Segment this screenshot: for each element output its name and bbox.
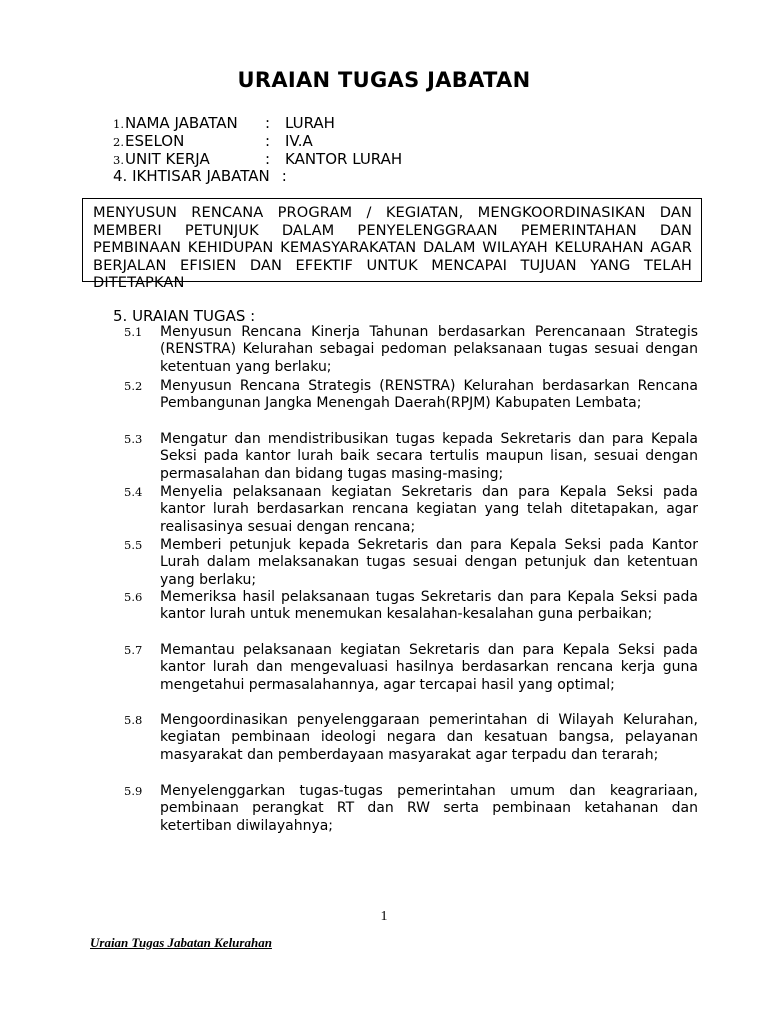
ikhtisar-label: 4. IKHTISAR JABATAN [113, 167, 270, 185]
info-number: 3. [113, 153, 124, 167]
task-text: Mengoordinasikan penyelenggaraan pemerintahan di Wilayah Kelurahan, kegiatan pembinaan ideologi negara dan kesatuan bangsa, pelayanan masyarakat dan pemberdayaan masyarakat agar terpadu dan terarah; [160, 712, 698, 763]
info-colon: : [265, 150, 271, 168]
info-value: KANTOR LURAH [285, 150, 403, 168]
footer-title: Uraian Tugas Jabatan Kelurahan [90, 935, 272, 950]
task-text: Menyusun Rencana Strategis (RENSTRA) Kelurahan berdasarkan Rencana Pembangunan Jangka Menengah Daerah(RPJM) Kabupaten Lembata; [160, 378, 698, 412]
info-value: IV.A [285, 132, 313, 150]
info-label: ESELON [125, 132, 185, 150]
task-number: 5.2 [124, 379, 143, 393]
task-number: 5.3 [124, 432, 143, 446]
task-text: Menyelenggarkan tugas-tugas pemerintahan umum dan keagrariaan, pembinaan perangkat RT dan RW serta pembinaan ketahanan dan ketertiban diwilayahnya; [160, 783, 698, 834]
task-number: 5.6 [124, 590, 143, 604]
info-label: NAMA JABATAN [125, 114, 238, 132]
info-value: LURAH [285, 114, 335, 132]
info-number: 2. [113, 135, 124, 149]
task-text: Memberi petunjuk kepada Sekretaris dan para Kepala Seksi pada Kantor Lurah dalam melaksanakan tugas sesuai dengan petunjuk dan ketentuan yang berlaku; [160, 537, 698, 588]
task-number: 5.9 [124, 784, 143, 798]
task-number: 5.8 [124, 713, 143, 727]
section-heading: 5. URAIAN TUGAS : [113, 307, 256, 325]
task-number: 5.7 [124, 643, 143, 657]
page-number: 1 [380, 909, 388, 924]
task-text: Memeriksa hasil pelaksanaan tugas Sekretaris dan para Kepala Seksi pada kantor lurah untuk menemukan kesalahan-kesalahan guna perbaikan; [160, 589, 698, 623]
info-number: 1. [113, 117, 124, 131]
summary-box [82, 198, 702, 292]
task-text: Menyelia pelaksanaan kegiatan Sekretaris dan para Kepala Seksi pada kantor lurah berdasarkan rencana kegiatan yang telah ditetapakan, agar realisasinya sesuai dengan rencana; [160, 484, 698, 535]
task-number: 5.5 [124, 538, 143, 552]
task-number: 5.1 [124, 325, 143, 339]
document-title: URAIAN TUGAS JABATAN [237, 68, 531, 92]
summary-text: MENYUSUN RENCANA PROGRAM / KEGIATAN, MENGKOORDINASIKAN DAN MEMBERI PETUNJUK DALAM PENYELENGGRAAN PEMERINTAHAN DAN PEMBINAAN KEHIDUPAN KEMASYARAKATAN DALAM WILAYAH KELURAHAN AGAR BERJALAN EFISIEN DAN EFEKTIF UNTUK MENCAPAI TUJUAN YANG TELAH DITETAPKAN [93, 204, 692, 292]
info-colon: : [265, 132, 271, 150]
info-row-nama-jabatan [113, 114, 335, 132]
info-colon: : [265, 114, 271, 132]
task-number: 5.4 [124, 485, 143, 499]
task-text: Memantau pelaksanaan kegiatan Sekretaris dan para Kepala Seksi pada kantor lurah dan mengevaluasi hasilnya berdasarkan rencana kerja guna mengetahui permasalahannya, agar tercapai hasil yang optimal; [160, 642, 698, 693]
info-row-eselon [113, 132, 313, 150]
ikhtisar-heading [113, 167, 287, 185]
ikhtisar-colon: : [281, 167, 287, 185]
task-text: Mengatur dan mendistribusikan tugas kepada Sekretaris dan para Kepala Seksi pada kantor lurah baik secara tertulis maupun lisan, sesuai dengan permasalahan dan bidang tugas masing-masing; [160, 431, 698, 482]
task-text: Menyusun Rencana Kinerja Tahunan berdasarkan Perencanaan Strategis (RENSTRA) Kelurahan sebagai pedoman pelaksanaan tugas sesuai dengan ketentuan yang berlaku; [160, 324, 698, 375]
info-label: UNIT KERJA [125, 150, 210, 168]
info-row-unit-kerja [113, 150, 403, 168]
